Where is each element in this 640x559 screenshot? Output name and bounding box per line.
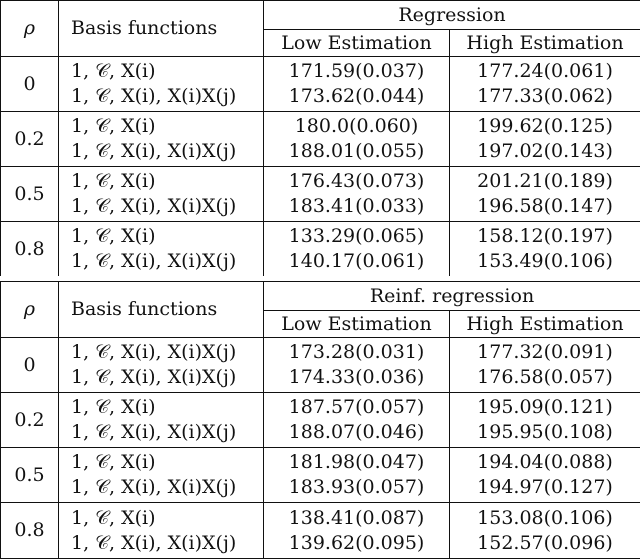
reinf-regression-table: [0, 281, 640, 559]
high-estimation-cell: 153.08(0.106) 152.57(0.096): [450, 503, 640, 559]
method-header: Regression: [264, 1, 640, 30]
low-estimation-cell: 138.41(0.087) 139.62(0.095): [264, 503, 450, 559]
low-estimation-cell: 171.59(0.037) 173.62(0.044): [264, 57, 450, 112]
rho-value: 0.5: [1, 448, 59, 503]
low-estimation-cell: 133.29(0.065) 140.17(0.061): [264, 222, 450, 277]
table-row: [1, 503, 640, 559]
high-estimation-header: High Estimation: [450, 311, 640, 338]
table-row: [1, 448, 640, 503]
low-estimation-header: Low Estimation: [264, 30, 450, 57]
table-row: [1, 57, 640, 112]
rho-value: 0.8: [1, 222, 59, 277]
rho-header: ρ: [1, 1, 59, 57]
low-estimation-cell: 187.57(0.057) 188.07(0.046): [264, 393, 450, 448]
method-header: Reinf. regression: [264, 282, 640, 311]
high-estimation-header: High Estimation: [450, 30, 640, 57]
regression-table: [0, 0, 640, 277]
high-estimation-cell: 158.12(0.197) 153.49(0.106): [450, 222, 640, 277]
rho-value: 0.2: [1, 393, 59, 448]
rho-value: 0.8: [1, 503, 59, 559]
low-estimation-cell: 173.28(0.031) 174.33(0.036): [264, 338, 450, 393]
high-estimation-cell: 195.09(0.121) 195.95(0.108): [450, 393, 640, 448]
basis-cell: 1, 𝒞, X(i) 1, 𝒞, X(i), X(i)X(j): [59, 503, 264, 559]
high-estimation-cell: 177.32(0.091) 176.58(0.057): [450, 338, 640, 393]
table-row: [1, 167, 640, 222]
rho-value: 0.5: [1, 167, 59, 222]
table-row: [1, 222, 640, 277]
basis-cell: 1, 𝒞, X(i) 1, 𝒞, X(i), X(i)X(j): [59, 167, 264, 222]
basis-functions-header: Basis functions: [59, 282, 264, 338]
basis-functions-header: Basis functions: [59, 1, 264, 57]
basis-cell: 1, 𝒞, X(i), X(i)X(j) 1, 𝒞, X(i), X(i)X(j): [59, 338, 264, 393]
high-estimation-cell: 199.62(0.125) 197.02(0.143): [450, 112, 640, 167]
rho-value: 0: [1, 338, 59, 393]
high-estimation-cell: 177.24(0.061) 177.33(0.062): [450, 57, 640, 112]
high-estimation-cell: 194.04(0.088) 194.97(0.127): [450, 448, 640, 503]
rho-value: 0: [1, 57, 59, 112]
low-estimation-header: Low Estimation: [264, 311, 450, 338]
low-estimation-cell: 181.98(0.047) 183.93(0.057): [264, 448, 450, 503]
table-row: [1, 338, 640, 393]
rho-header: ρ: [1, 282, 59, 338]
basis-cell: 1, 𝒞, X(i) 1, 𝒞, X(i), X(i)X(j): [59, 112, 264, 167]
rho-value: 0.2: [1, 112, 59, 167]
low-estimation-cell: 180.0(0.060) 188.01(0.055): [264, 112, 450, 167]
table-row: [1, 112, 640, 167]
basis-cell: 1, 𝒞, X(i) 1, 𝒞, X(i), X(i)X(j): [59, 222, 264, 277]
basis-cell: 1, 𝒞, X(i) 1, 𝒞, X(i), X(i)X(j): [59, 57, 264, 112]
basis-cell: 1, 𝒞, X(i) 1, 𝒞, X(i), X(i)X(j): [59, 393, 264, 448]
low-estimation-cell: 176.43(0.073) 183.41(0.033): [264, 167, 450, 222]
table-row: [1, 393, 640, 448]
basis-cell: 1, 𝒞, X(i) 1, 𝒞, X(i), X(i)X(j): [59, 448, 264, 503]
high-estimation-cell: 201.21(0.189) 196.58(0.147): [450, 167, 640, 222]
